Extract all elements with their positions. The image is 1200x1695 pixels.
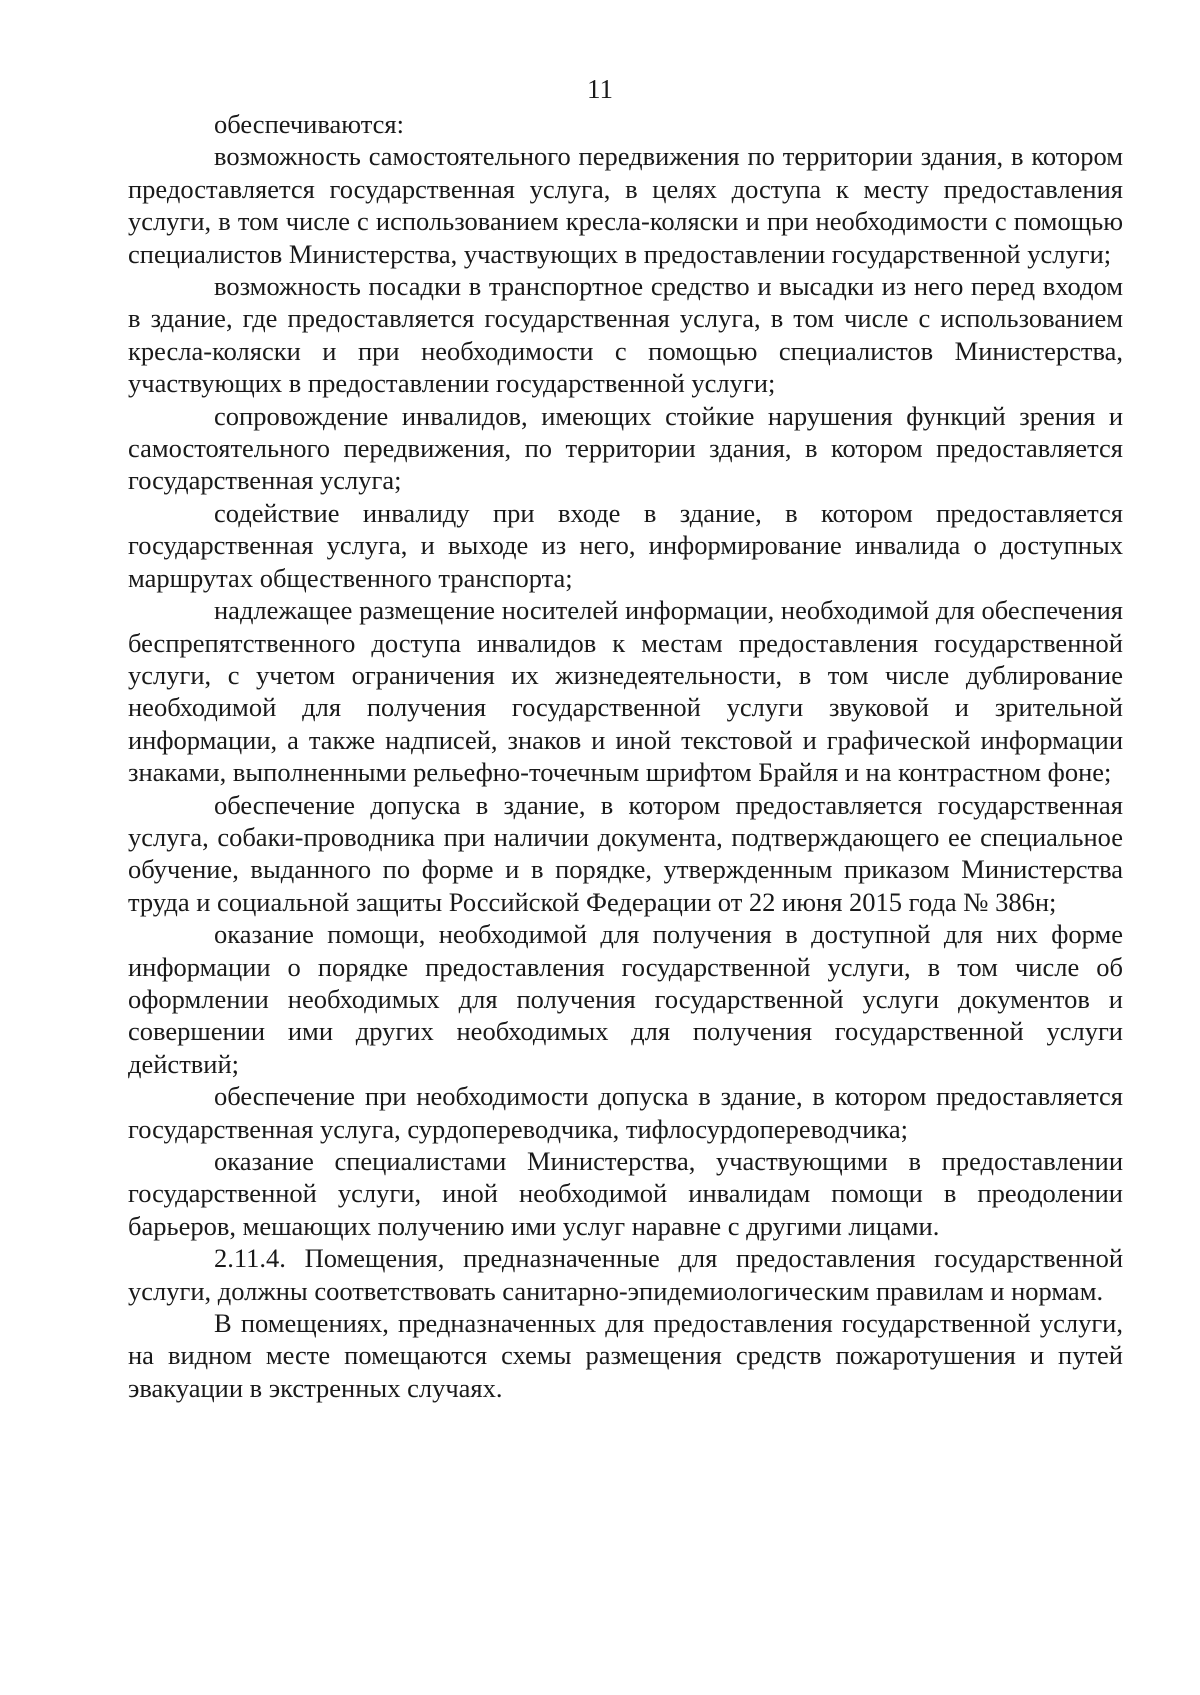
- document-body: [128, 108, 1123, 1404]
- paragraph-guide-dog: обеспечение допуска в здание, в котором предоставляется государственная услуга, собаки-проводника при наличии документа, подтверждающего ее специальное обучение, выданного по форме и в порядке, утвержденным приказом Министерства труда и социальной защиты Российской Федерации от 22 июня 2015 года № 386н;: [128, 789, 1123, 917]
- paragraph-movement: возможность самостоятельного передвижения по территории здания, в котором предоставляется государственная услуга, в целях доступа к месту предоставления услуги, в том числе с использованием кресла-коляски и при необходимости с помощью специалистов Министерства, участвующих в предоставлении государственной услуги;: [128, 141, 1123, 269]
- paragraph-section-2-11-4: 2.11.4. Помещения, предназначенные для предоставления государственной услуги, должны соответствовать санитарно-эпидемиологическим правилам и нормам.: [128, 1243, 1123, 1306]
- paragraph-evacuation-schemes: В помещениях, предназначенных для предоставления государственной услуги, на видном месте помещаются схемы размещения средств пожаротушения и путей эвакуации в экстренных случаях.: [128, 1308, 1123, 1403]
- page-number: 11: [587, 74, 613, 104]
- paragraph-transport-boarding: возможность посадки в транспортное средство и высадки из него перед входом в здание, где предоставляется государственная услуга, в том числе с использованием кресла-коляски и при необходимости с помощью специалистов Министерства, участвующих в предоставлении государственной услуги;: [128, 271, 1123, 399]
- paragraph-interpreter: обеспечение при необходимости допуска в здание, в котором предоставляется государственная услуга, сурдопереводчика, тифлосурдопереводчика;: [128, 1081, 1123, 1144]
- paragraph-help-information: оказание помощи, необходимой для получения в доступной для них форме информации о порядке предоставления государственной услуги, в том числе об оформлении необходимых для получения государственной услуги документов и совершении ими других необходимых для получения государственной услуги действий;: [128, 919, 1123, 1079]
- paragraph-escort: сопровождение инвалидов, имеющих стойкие нарушения функций зрения и самостоятельного передвижения, по территории здания, в котором предоставляется государственная услуга;: [128, 400, 1123, 496]
- paragraph-intro: обеспечиваются:: [214, 109, 404, 139]
- paragraph-entry-assistance: содействие инвалиду при входе в здание, в котором предоставляется государственная услуга, и выходе из него, информирование инвалида о доступных маршрутах общественного транспорта;: [128, 497, 1123, 593]
- paragraph-information-placement: надлежащее размещение носителей информации, необходимой для обеспечения беспрепятственного доступа инвалидов к местам предоставления государственной услуги, с учетом ограничения их жизнедеятельности, в том числе дублирование необходимой для получения государственной услуги звуковой и зрительной информации, а также надписей, знаков и иной текстовой и графической информации знаками, выполненными рельефно-точечным шрифтом Брайля и на контрастном фоне;: [128, 595, 1123, 788]
- paragraph-other-help: оказание специалистами Министерства, участвующими в предоставлении государственной услуги, иной необходимой инвалидам помощи в преодолении барьеров, мешающих получению ими услуг наравне с другими лицами.: [128, 1146, 1123, 1241]
